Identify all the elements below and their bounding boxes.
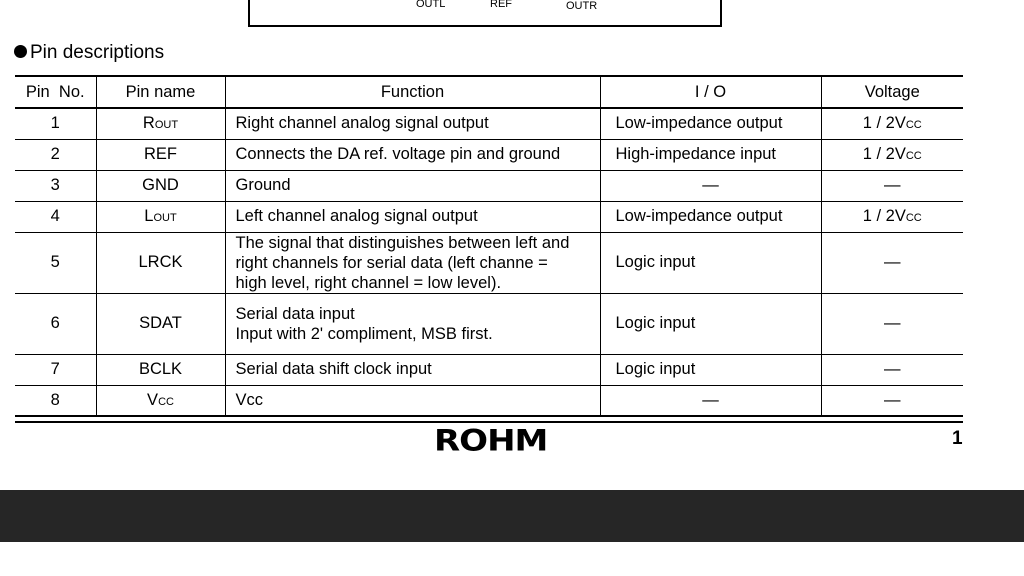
function-line: Ground [235,176,291,194]
header-pin-name: Pin name [96,76,225,108]
function-cell [225,170,600,201]
pin-number-cell [15,385,96,416]
function-line: right channels for serial data (left channe = [235,253,548,272]
voltage-cell [821,139,963,170]
io-cell [600,139,821,170]
io-cell [600,385,821,416]
pin-name: LRCK [138,253,183,271]
io-cell [600,293,821,354]
function-cell [225,232,600,293]
voltage-subscript: CC [905,212,922,224]
header-voltage: Voltage [821,76,963,108]
pin-number-cell [15,201,96,232]
table-row [15,232,963,293]
pin-number: 7 [50,360,60,378]
rohm-logo: ROHM [434,424,548,458]
pin-number: 2 [50,145,60,163]
diagram-label-ref: REF [490,0,512,10]
table-row [15,385,963,416]
io-type: Logic input [615,253,696,271]
voltage-cell [821,354,963,385]
pin-number: 3 [50,176,60,194]
table-row [15,201,963,232]
footer-divider [15,421,963,423]
pin-number-cell [15,232,96,293]
voltage-cell [821,293,963,354]
pin-number-cell [15,108,96,139]
page-number: 1 [952,428,963,449]
pin-name: V [147,390,159,409]
io-cell [600,354,821,385]
pin-name-cell [96,201,225,232]
io-type: High-impedance input [615,145,777,163]
io-type: — [702,176,719,194]
pin-number: 5 [50,253,60,271]
voltage-value: 1 / 2V [862,114,906,133]
table-row [15,293,963,354]
header-io: I / O [600,76,821,108]
voltage-cell [821,201,963,232]
table-row [15,354,963,385]
io-cell [600,201,821,232]
function-cell [225,139,600,170]
pin-number-cell [15,170,96,201]
header-pin-no: Pin No. [15,76,96,108]
voltage-value: — [884,360,901,378]
function-line: Vcc [235,390,264,409]
io-type: Logic input [615,314,696,332]
voltage-value: — [884,176,901,194]
io-type: — [702,390,719,409]
function-line: Left channel analog signal output [235,207,478,225]
pin-name-cell [96,385,225,416]
voltage-cell [821,385,963,416]
section-title-text: Pin descriptions [30,42,165,63]
pin-name: BCLK [138,360,183,378]
table-row [15,170,963,201]
diagram-label-outr: OUTR [566,0,598,12]
io-type: Low-impedance output [615,207,783,225]
pin-diagram-frame [248,0,722,27]
pin-name: GND [142,176,179,194]
pin-name-cell [96,354,225,385]
io-cell [600,108,821,139]
pin-name: SDAT [139,314,182,332]
pin-name: L [144,207,154,225]
pin-number-cell [15,139,96,170]
function-cell [225,385,600,416]
function-cell [225,354,600,385]
pin-number: 1 [50,114,60,133]
voltage-subscript: CC [905,150,922,162]
viewer-bottom-bar [0,490,1024,542]
bullet-icon [14,45,27,58]
pin-name-cell [96,170,225,201]
pin-name-cell [96,293,225,354]
function-line: Right channel analog signal output [235,114,489,133]
io-type: Low-impedance output [615,114,783,133]
function-line: The signal that distinguishes between left and [235,233,570,252]
pin-name-cell [96,108,225,139]
function-cell [225,108,600,139]
io-cell [600,170,821,201]
pin-number-cell [15,354,96,385]
pin-number: 6 [50,314,60,332]
pin-number-cell [15,293,96,354]
voltage-cell [821,232,963,293]
voltage-value: 1 / 2V [862,207,906,225]
pin-name-subscript: OUT [154,119,179,132]
voltage-value: 1 / 2V [862,145,906,163]
function-line: Input with 2' compliment, MSB first. [235,324,493,343]
io-type: Logic input [615,360,696,378]
header-function: Function [225,76,600,108]
voltage-value: — [884,314,901,332]
voltage-subscript: CC [905,119,922,132]
table-body [15,108,963,416]
pin-name-subscript: CC [158,395,174,408]
pin-name-cell [96,232,225,293]
function-line: high level, right channel = low level). [235,273,502,292]
voltage-cell [821,108,963,139]
section-heading [14,42,164,64]
io-cell [600,232,821,293]
pin-name: REF [144,145,177,163]
pin-number: 4 [50,207,60,225]
table-header-row [15,76,963,108]
function-cell [225,293,600,354]
function-cell [225,201,600,232]
voltage-value: — [884,253,901,271]
table-row [15,108,963,139]
pin-number: 8 [50,390,60,409]
table-row [15,139,963,170]
pin-name: R [142,114,155,133]
pin-name-subscript: OUT [153,212,177,224]
voltage-value: — [884,390,901,409]
function-line: Serial data shift clock input [235,360,432,378]
diagram-label-outl: OUTL [416,0,446,10]
pin-name-cell [96,139,225,170]
function-line: Serial data input [235,304,355,323]
pin-description-table [15,75,963,417]
function-line: Connects the DA ref. voltage pin and ground [235,145,561,163]
voltage-cell [821,170,963,201]
